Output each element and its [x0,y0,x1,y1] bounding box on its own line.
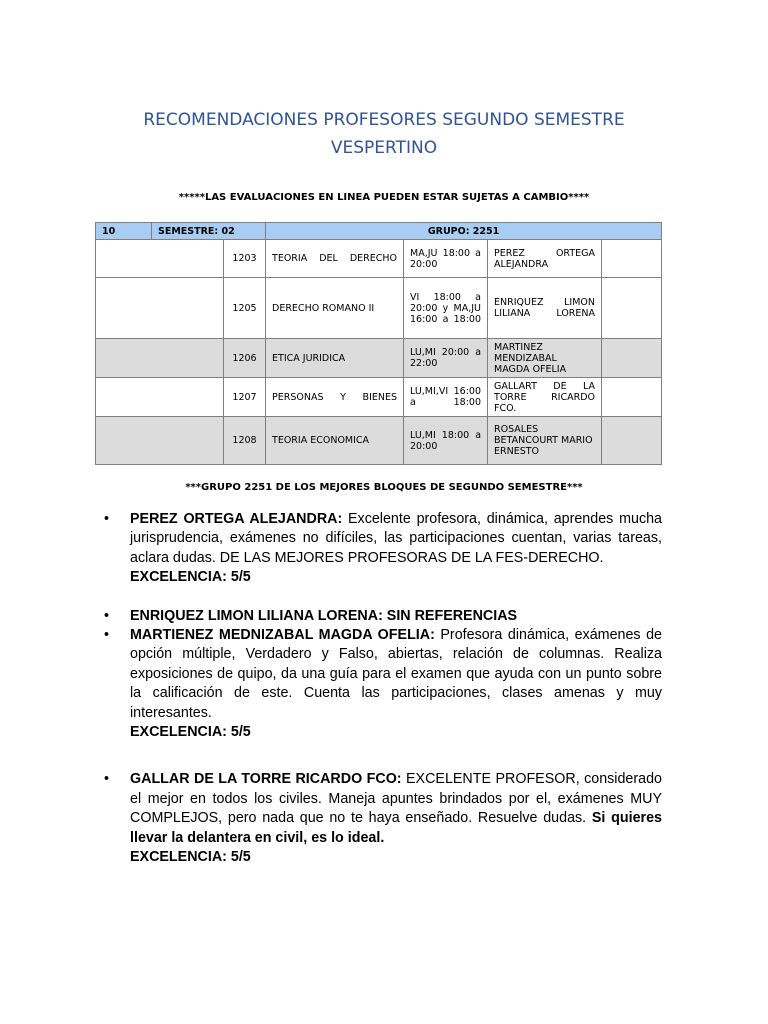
teacher-cell: GALLART DE LA TORRE RICARDO FCO. [488,378,602,417]
recommendations-list [104,510,663,868]
table-row [96,339,662,378]
list-item [104,607,662,626]
subject-name: TEORIA DEL DERECHO [266,240,404,278]
table-row [96,417,662,465]
bullet-icon: • [104,511,110,527]
review-text: Excelente profesora, dinámica, aprendes mucha jurisprudencia, exámenes no difíciles, las participaciones cuentan, varias tareas, aclara dudas. DE LAS MEJORES PROFESORAS DE LA FES-DERECHO. [130,511,663,566]
blank-cell [602,278,662,339]
blank-cell [96,417,224,465]
bullet-icon: • [104,771,110,788]
subject-name: ETICA JURIDICA [266,339,404,378]
subject-code: 1207 [224,378,266,417]
blank-cell [96,278,224,339]
blank-cell [602,240,662,278]
teacher-cell: ENRIQUEZ LIMON LILIANA LORENA [488,278,602,339]
subject-code: 1203 [224,240,266,278]
schedule-cell: VI 18:00 a 20:00 y MA,JU 16:00 a 18:00 [404,278,488,339]
list-item [104,770,662,867]
table-header-row [96,223,662,240]
rating: EXCELENCIA: 5/5 [130,569,251,586]
blank-cell [96,378,224,417]
table-row [96,378,662,417]
teacher-cell: MARTINEZ MENDIZABAL MAGDA OFELIA [488,339,602,378]
teacher-name: GALLAR DE LA TORRE RICARDO FCO: [130,771,402,788]
table-row [96,278,662,339]
schedule-table [95,222,662,465]
bullet-icon: • [104,627,110,644]
list-item [104,626,662,742]
review-text: EXCELENTE PROFESOR, considerado el mejor en todos los civiles. Maneja apuntes brindados por el, exámenes MUY COMPLEJOS, pero nada que no te haya enseñado. Resuelve dudas. [130,771,662,827]
header-semester: SEMESTRE: 02 [152,223,266,240]
subject-code: 1205 [224,278,266,339]
table-row [96,240,662,278]
teacher-name: MARTIENEZ MEDNIZABAL MAGDA OFELIA: [130,627,435,644]
schedule-cell: LU,MI,VI 16:00 a 18:00 [404,378,488,417]
title-line-1: RECOMENDACIONES PROFESORES SEGUNDO SEMESTRE [143,110,625,130]
schedule-cell: MA,JU 18:00 a 20:00 [404,240,488,278]
subject-name: TEORIA ECONOMICA [266,417,404,465]
subject-name: DERECHO ROMANO II [266,278,404,339]
subject-code: 1208 [224,417,266,465]
subject-name: PERSONAS Y BIENES [266,378,404,417]
warning-note: *****LAS EVALUACIONES EN LINEA PUEDEN ESTAR SUJETAS A CAMBIO**** [178,192,590,203]
blank-cell [602,417,662,465]
schedule-cell: LU,MI 20:00 a 22:00 [404,339,488,378]
blank-cell [602,378,662,417]
rating: EXCELENCIA: 5/5 [130,724,251,741]
rating: EXCELENCIA: 5/5 [130,849,251,866]
title-line-2: VESPERTINO [330,138,438,158]
header-group: GRUPO: 2251 [266,223,662,240]
teacher-cell: PEREZ ORTEGA ALEJANDRA [488,240,602,278]
subject-code: 1206 [224,339,266,378]
header-number: 10 [96,223,152,240]
teacher-name: PEREZ ORTEGA ALEJANDRA: [130,511,343,527]
review-text: Profesora dinámica, exámenes de opción múltiple, Verdadero y Falso, abiertas, relación de columnas. Realiza exposiciones de quipo, da una guía para el examen que ayuda con un punto sobre la calificación de este. Cuenta las participaciones, clases amenas y muy interesantes. [130,627,662,721]
teacher-cell: ROSALES BETANCOURT MARIO ERNESTO [488,417,602,465]
review-highlight: Si quieres llevar la delantera en civil, es lo ideal. [130,810,662,846]
list-item [104,510,663,588]
blank-cell [96,339,224,378]
page-title [0,106,768,162]
blank-cell [602,339,662,378]
teacher-name: ENRIQUEZ LIMON LILIANA LORENA: SIN REFERENCIAS [130,607,518,624]
schedule-cell: LU,MI 18:00 a 20:00 [404,417,488,465]
bullet-icon: • [104,607,110,624]
blank-cell [96,240,224,278]
group-note: ***GRUPO 2251 DE LOS MEJORES BLOQUES DE SEGUNDO SEMESTRE*** [185,482,583,493]
